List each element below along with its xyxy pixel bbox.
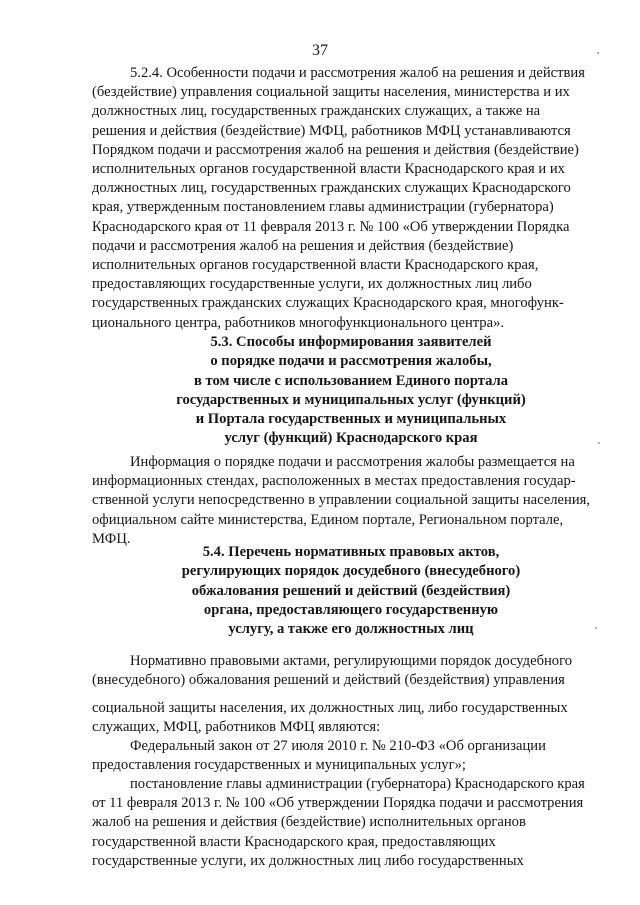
text-line: предоставления государственных и муниципальных услуг»; xyxy=(92,757,466,774)
text-line: Информация о порядке подачи и рассмотрения жалобы размещается на xyxy=(130,454,575,470)
heading-line: 5.3. Способы информирования заявителей xyxy=(210,334,492,350)
text-line: Нормативно правовыми актами, регулирующими порядок досудебного xyxy=(130,653,573,669)
scan-speck xyxy=(595,627,597,629)
text-line: постановление главы администрации (губернатора) Краснодарского края xyxy=(130,776,585,792)
text-line: МФЦ. xyxy=(92,530,131,547)
text-line: предоставляющих государственные услуги, их должностных лиц либо xyxy=(92,276,532,293)
text-line: Федеральный закон от 27 июля 2010 г. № 210-ФЗ «Об организации xyxy=(130,738,546,754)
text-line: (бездействие) управления социальной защиты населения, министерства и их xyxy=(92,84,570,101)
text-line: служащих, МФЦ, работников МФЦ являются: xyxy=(92,719,381,736)
text-line: социальной защиты населения, их должностных лиц, либо государственных xyxy=(92,700,568,716)
paragraph-5-2-4 xyxy=(92,64,610,333)
text-line: (внесудебного) обжалования решений и действий (бездействия) управления xyxy=(92,672,565,689)
heading-line: органа, предоставляющего государственную xyxy=(203,601,499,618)
heading-line: услугу, а также его должностных лиц xyxy=(228,621,474,638)
text-line: Порядком подачи и рассмотрения жалоб на решения и действия (бездействие) xyxy=(92,141,579,158)
paragraph-information xyxy=(92,453,610,549)
heading-line: государственных и муниципальных услуг (функций) xyxy=(176,391,526,408)
text-line: подачи и рассмотрения жалоб на решения и действия (бездействие) xyxy=(92,237,514,254)
heading-line: обжалования решений и действий (бездействия) xyxy=(191,582,511,599)
text-line: ственной услуги непосредственно в управлении социальной защиты населения, xyxy=(92,492,590,509)
section-heading-5-4 xyxy=(92,543,610,639)
text-line: официальном сайте министерства, Едином портале, Региональном портале, xyxy=(92,511,564,528)
text-line: исполнительных органов государственной власти Краснодарского края, xyxy=(92,257,539,274)
text-line: информационных стендах, расположенных в местах предоставления государ- xyxy=(92,473,576,490)
heading-line: о порядке подачи и рассмотрения жалобы, xyxy=(210,353,492,370)
text-line: 5.2.4. Особенности подачи и рассмотрения жалоб на решения и действия xyxy=(130,65,585,81)
heading-line: в том числе с использованием Единого портала xyxy=(193,372,509,389)
text-line: решения и действия (бездействие) МФЦ, работников МФЦ устанавливаются xyxy=(92,122,571,139)
text-line: ционального центра, работников многофункционального центра». xyxy=(92,314,505,331)
heading-line: и Портала государственных и муниципальных xyxy=(195,411,507,428)
text-line: от 11 февраля 2013 г. № 100 «Об утверждении Порядка подачи и рассмотрения xyxy=(92,795,584,812)
heading-line: услуг (функций) Краснодарского края xyxy=(224,430,478,447)
scan-speck xyxy=(598,442,600,444)
paragraph-resolution xyxy=(92,775,610,871)
text-line: государственные услуги, их должностных лиц либо государственных xyxy=(92,852,524,869)
scan-speck xyxy=(597,52,599,54)
text-line: Краснодарского края от 11 февраля 2013 г. № 100 «Об утверждении Порядка xyxy=(92,218,570,235)
paragraph-normative-acts xyxy=(92,652,610,690)
paragraph-federal-law xyxy=(92,737,610,775)
section-heading-5-3 xyxy=(92,333,610,449)
paragraph-normative-acts-continued xyxy=(92,699,610,737)
text-line: края, утвержденным постановлением главы администрации (губернатора) xyxy=(92,199,554,216)
page-number: 37 xyxy=(312,42,328,59)
text-line: должностных лиц, государственных гражданских служащих, а также на xyxy=(92,103,541,120)
heading-line: 5.4. Перечень нормативных правовых актов, xyxy=(202,544,500,560)
text-line: государственных гражданских служащих Краснодарского края, многофунк- xyxy=(92,295,564,312)
heading-line: регулирующих порядок досудебного (внесудебного) xyxy=(181,563,521,580)
text-line: должностных лиц, государственных гражданских служащих Краснодарского xyxy=(92,180,571,197)
text-line: исполнительных органов государственной власти Краснодарского края и их xyxy=(92,161,565,178)
text-line: жалоб на решения и действия (бездействие) исполнительных органов xyxy=(92,814,526,831)
text-line: государственной власти Краснодарского края, предоставляющих xyxy=(92,833,496,850)
